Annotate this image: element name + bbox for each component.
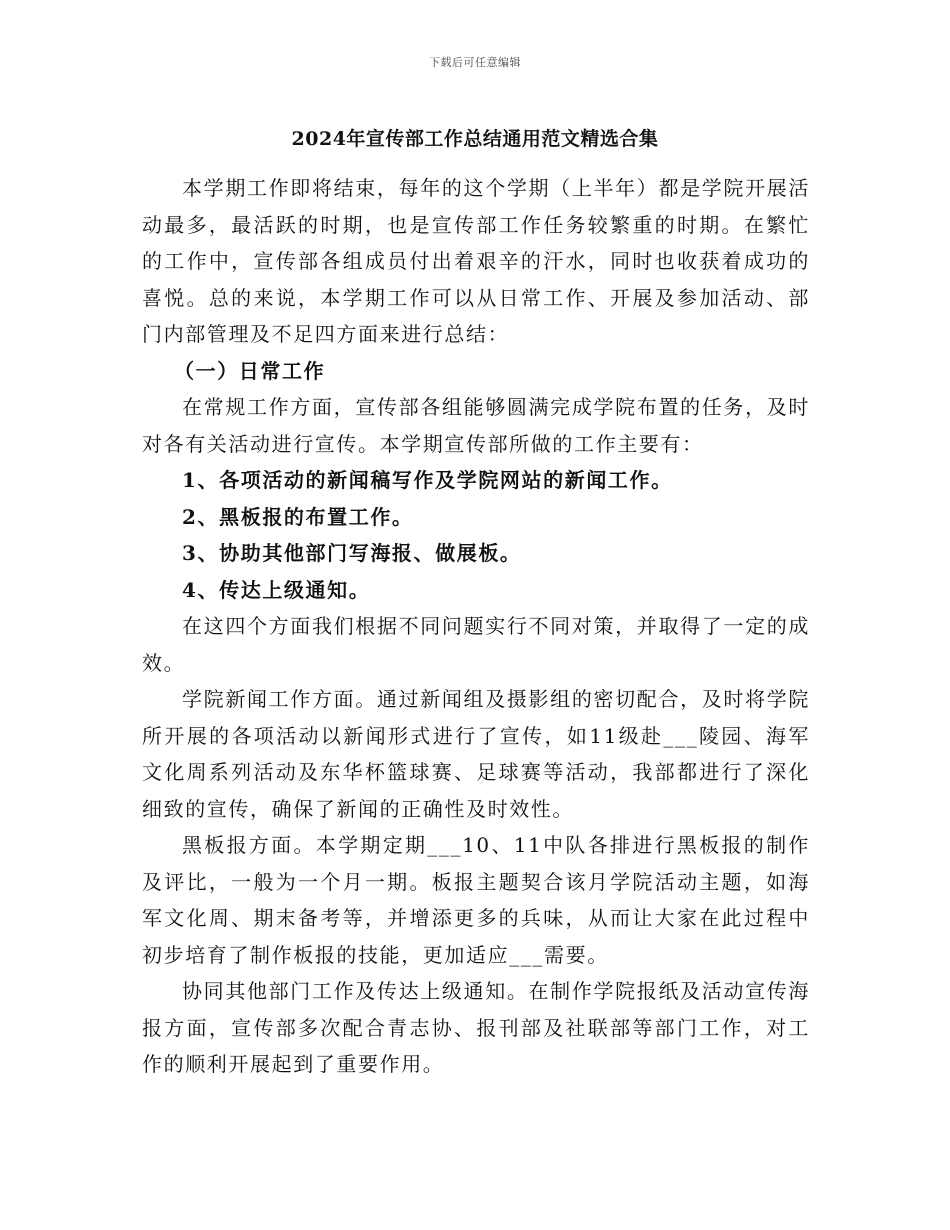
- news-work-paragraph: 学院新闻工作方面。通过新闻组及摄影组的密切配合，及时将学院所开展的各项活动以新闻形式进行了宣传，如11级赴___陵园、海军文化周系列活动及东华杯篮球赛、足球赛等活动，我部都进行了深化细致的宣传，确保了新闻的正确性及时效性。: [142, 687, 810, 821]
- results-paragraph: 在这四个方面我们根据不同问题实行不同对策，并取得了一定的成效。: [142, 614, 810, 675]
- section-heading-daily-work: （一）日常工作: [174, 358, 326, 383]
- task-item-2: 2、黑板报的布置工作。: [182, 504, 414, 529]
- document-body: [142, 170, 810, 1083]
- blackboard-paragraph: 黑板报方面。本学期定期___10、11中队各排进行黑板报的制作及评比，一般为一个月一期。板报主题契合该月学院活动主题，如海军文化周、期末备考等，并增添更多的兵味，从而让大家在此过程中初步培育了制作板报的技能，更加适应___需要。: [142, 833, 810, 967]
- task-item-1: 1、各项活动的新闻稿写作及学院网站的新闻工作。: [182, 468, 673, 492]
- routine-work-paragraph: 在常规工作方面，宣传部各组能够圆满完成学院布置的任务，及时对各有关活动进行宣传。本学期宣传部所做的工作主要有：: [142, 395, 810, 456]
- cooperation-paragraph: 协同其他部门工作及传达上级通知。在制作学院报纸及活动宣传海报方面，宣传部多次配合青志协、报刊部及社联部等部门工作，对工作的顺利开展起到了重要作用。: [142, 979, 810, 1076]
- task-item-3: 3、协助其他部门写海报、做展板。: [182, 541, 522, 565]
- intro-paragraph: 本学期工作即将结束，每年的这个学期（上半年）都是学院开展活动最多，最活跃的时期，也是宣传部工作任务较繁重的时期。在繁忙的工作中，宣传部各组成员付出着艰辛的汗水，同时也收获着成功的喜悦。总的来说，本学期工作可以从日常工作、开展及参加活动、部门内部管理及不足四方面来进行总结：: [142, 176, 810, 346]
- header-note: 下载后可任意编辑: [429, 56, 521, 69]
- document-title: 2024年宣传部工作总结通用范文精选合集: [291, 128, 659, 150]
- task-item-4: 4、传达上级通知。: [182, 577, 371, 602]
